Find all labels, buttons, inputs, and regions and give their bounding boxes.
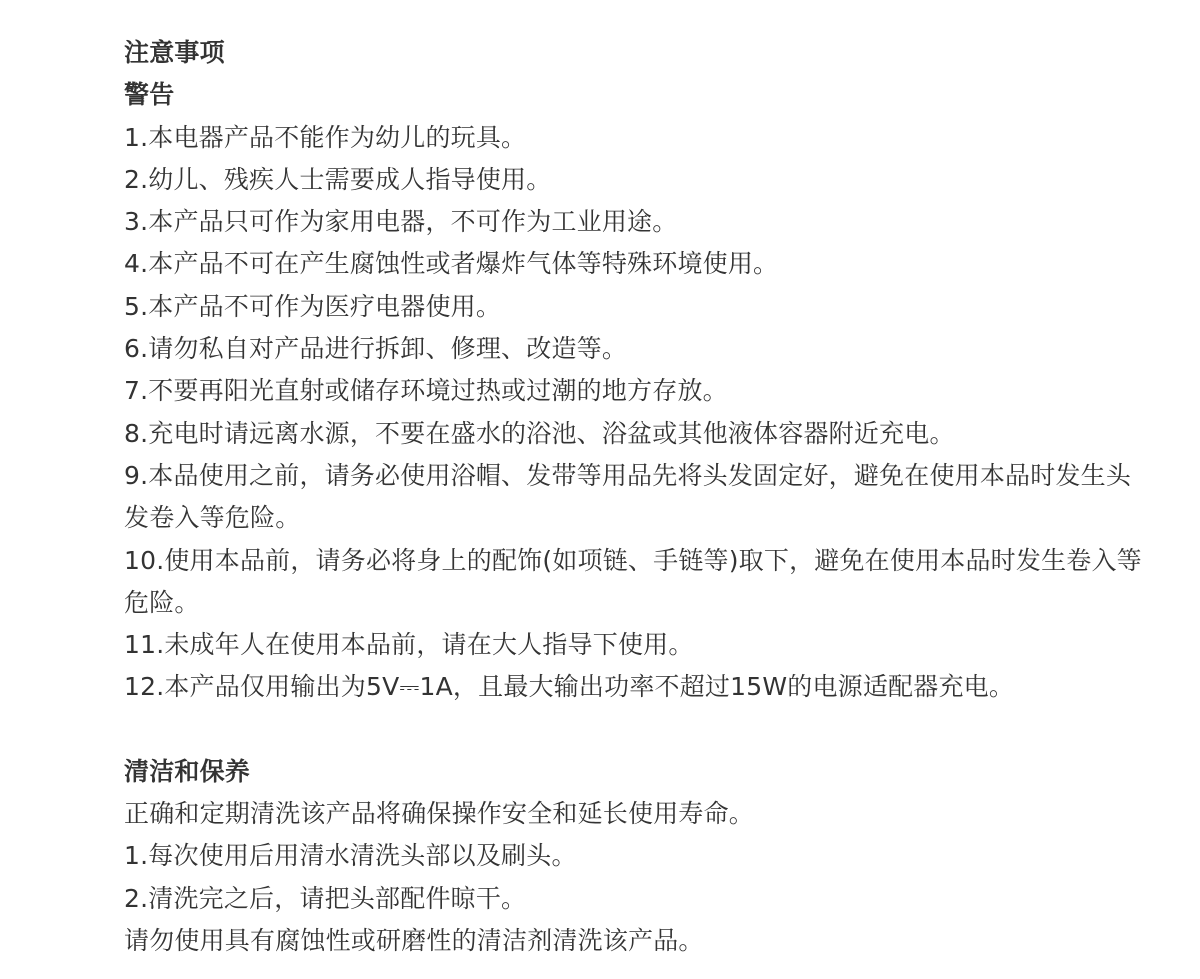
warning-item-10: 10.使用本品前，请务必将身上的配饰(如项链、手链等)取下，避免在使用本品时发生卷入等危险。 <box>124 545 1142 617</box>
warning-item-6: 6.请勿私自对产品进行拆卸、修理、改造等。 <box>124 334 628 364</box>
warning-item-1: 1.本电器产品不能作为幼儿的玩具。 <box>124 122 527 152</box>
warning-item-5: 5.本产品不可作为医疗电器使用。 <box>124 291 502 321</box>
cleaning-title: 清洁和保养 <box>124 756 251 786</box>
warning-label: 警告 <box>124 80 175 110</box>
document-body <box>124 32 1144 962</box>
cleaning-item-1: 1.每次使用后用清水清洗头部以及刷头。 <box>124 841 577 871</box>
warning-item-4: 4.本产品不可在产生腐蚀性或者爆炸气体等特殊环境使用。 <box>124 249 779 279</box>
warning-item-2: 2.幼儿、残疾人士需要成人指导使用。 <box>124 164 552 194</box>
cleaning-note: 请勿使用具有腐蚀性或研磨性的清洁剂清洗该产品。 <box>124 925 704 955</box>
warning-item-7: 7.不要再阳光直射或储存环境过热或过潮的地方存放。 <box>124 376 728 406</box>
cleaning-intro: 正确和定期清洗该产品将确保操作安全和延长使用寿命。 <box>124 799 755 829</box>
section-spacer <box>124 709 1144 751</box>
warning-item-11: 11.未成年人在使用本品前，请在大人指导下使用。 <box>124 630 694 660</box>
precautions-title: 注意事项 <box>124 38 225 67</box>
cleaning-item-2: 2.清洗完之后，请把头部配件晾干。 <box>124 883 527 913</box>
cleaning-section <box>124 751 1144 962</box>
warning-item-12: 12.本产品仅用输出为5V⎓1A，且最大输出功率不超过15W的电源适配器充电。 <box>124 672 1015 702</box>
precautions-section <box>124 32 1144 709</box>
warning-item-3: 3.本产品只可作为家用电器，不可作为工业用途。 <box>124 207 678 237</box>
warning-item-8: 8.充电时请远离水源，不要在盛水的浴池、浴盆或其他液体容器附近充电。 <box>124 418 955 448</box>
warning-item-9: 9.本品使用之前，请务必使用浴帽、发带等用品先将头发固定好，避免在使用本品时发生头发卷入等危险。 <box>124 460 1132 533</box>
